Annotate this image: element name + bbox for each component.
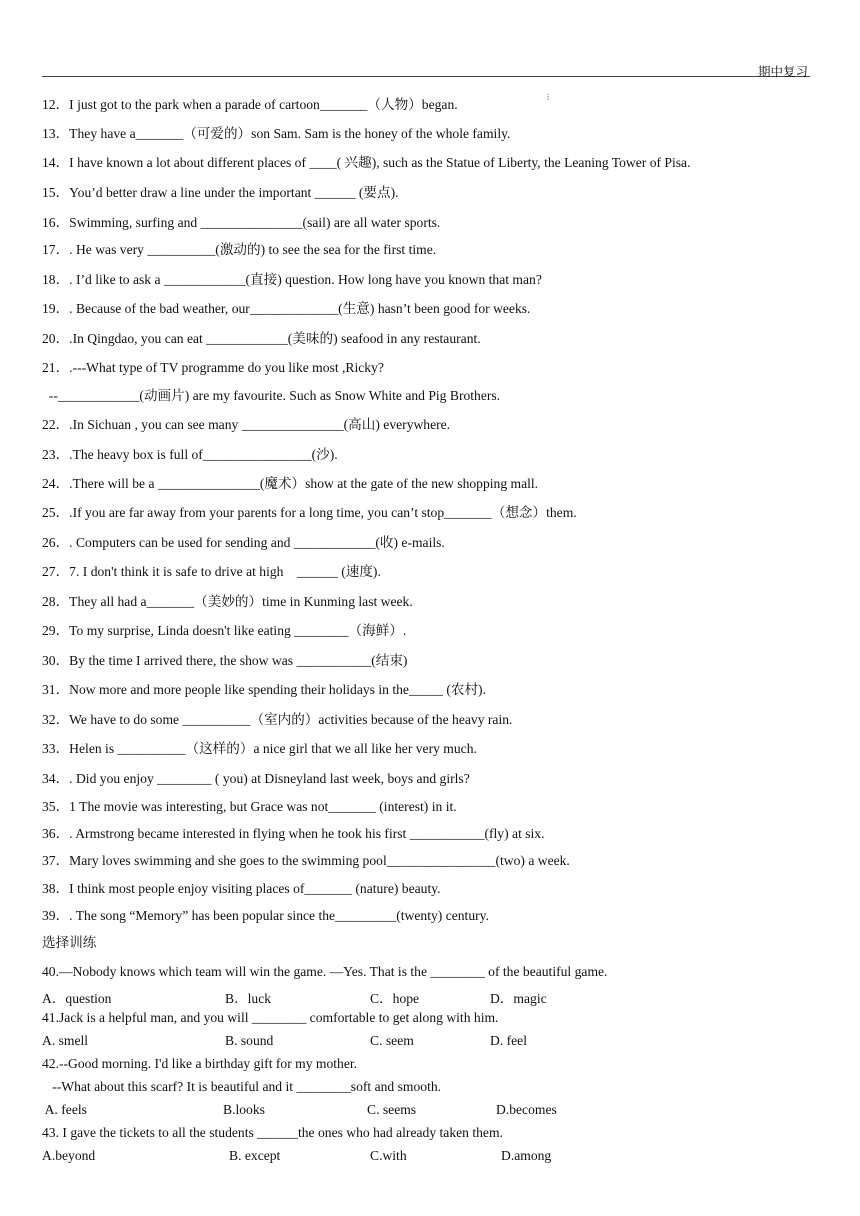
fill-item-16: 16．Swimming, surfing and _______________(sail) are all water sports. bbox=[42, 215, 441, 230]
option-a: A．question bbox=[42, 991, 112, 1006]
option-c: C.with bbox=[370, 1148, 407, 1163]
option-c: C. seem bbox=[370, 1033, 414, 1048]
choice-options-42 bbox=[42, 1102, 762, 1120]
fill-item-17: 17．. He was very __________(激动的) to see the sea for the first time. bbox=[42, 242, 437, 257]
option-c: C. seems bbox=[367, 1102, 417, 1117]
choice-options-40 bbox=[42, 987, 762, 1005]
fill-item-24: 24．.There will be a _______________(魔术）show at the gate of the new shopping mall. bbox=[42, 476, 539, 491]
fill-item-35: 35．1 The movie was interesting, but Grace was not_______ (interest) in it. bbox=[42, 799, 457, 814]
fill-item-29: 29．To my surprise, Linda doesn't like eating ________（海鲜）. bbox=[42, 623, 407, 638]
fill-item-27: 27．7. I don't think it is safe to drive at high ______ (速度). bbox=[42, 564, 381, 579]
option-b: B．luck bbox=[225, 991, 272, 1006]
fill-item-30: 30．By the time I arrived there, the show was ___________(结束) bbox=[42, 653, 408, 668]
header-rule bbox=[42, 76, 810, 77]
choice-question-42: 42.--Good morning. I'd like a birthday gift for my mother. bbox=[42, 1056, 358, 1071]
option-d: D．magic bbox=[490, 991, 547, 1006]
fill-item-28: 28．They all had a_______（美妙的）time in Kunming last week. bbox=[42, 594, 413, 609]
fill-item-31: 31．Now more and more people like spending their holidays in the_____ (农村). bbox=[42, 682, 486, 697]
fill-item-15: 15．You’d better draw a line under the important ______ (要点). bbox=[42, 185, 399, 200]
fill-item-38: 38．I think most people enjoy visiting places of_______ (nature) beauty. bbox=[42, 881, 441, 896]
fill-item-26: 26．. Computers can be used for sending and ____________(收) e-mails. bbox=[42, 535, 445, 550]
choice-options-41 bbox=[42, 1033, 762, 1051]
fill-item-21-question: 21．.---What type of TV programme do you like most ,Ricky? bbox=[42, 360, 384, 375]
option-c: C．hope bbox=[370, 991, 420, 1006]
choice-question-43: 43. I gave the tickets to all the students ______the ones who had already taken them. bbox=[42, 1125, 503, 1140]
fill-item-12: 12．I just got to the park when a parade of cartoon_______（人物）began. bbox=[42, 97, 458, 112]
option-a: A. feels bbox=[42, 1102, 87, 1117]
fill-item-37: 37．Mary loves swimming and she goes to the swimming pool________________(two) a week. bbox=[42, 853, 570, 868]
stray-mark: ⁞ bbox=[547, 93, 550, 102]
fill-item-20: 20．.In Qingdao, you can eat ____________(美味的) seafood in any restaurant. bbox=[42, 331, 481, 346]
page-header-title: 期中复习 bbox=[757, 65, 808, 79]
option-d: D.among bbox=[501, 1148, 552, 1163]
fill-item-39: 39．. The song “Memory” has been popular since the_________(twenty) century. bbox=[42, 908, 489, 923]
fill-item-33: 33．Helen is __________（这样的）a nice girl that we all like her very much. bbox=[42, 741, 477, 756]
choice-question-41: 41.Jack is a helpful man, and you will ________ comfortable to get along with him. bbox=[42, 1010, 499, 1025]
fill-item-32: 32．We have to do some __________（室内的）activities because of the heavy rain. bbox=[42, 712, 513, 727]
fill-item-13: 13．They have a_______（可爱的）son Sam. Sam is the honey of the whole family. bbox=[42, 126, 511, 141]
option-b: B.looks bbox=[223, 1102, 265, 1117]
fill-item-14: 14．I have known a lot about different places of ____( 兴趣), such as the Statue of Liberty, the Leaning Tower of Pisa. bbox=[42, 155, 691, 170]
fill-item-25: 25．.If you are far away from your parents for a long time, you can’t stop_______（想念）them. bbox=[42, 505, 577, 520]
choice-question-40: 40.—Nobody knows which team will win the game. —Yes. That is the ________ of the beautiful game. bbox=[42, 964, 608, 979]
option-d: D.becomes bbox=[496, 1102, 557, 1117]
option-a: A. smell bbox=[42, 1033, 89, 1048]
fill-item-19: 19．. Because of the bad weather, our_____________(生意) hasn’t been good for weeks. bbox=[42, 301, 531, 316]
fill-item-34: 34．. Did you enjoy ________ ( you) at Disneyland last week, boys and girls? bbox=[42, 771, 470, 786]
section-title: 选择训练 bbox=[42, 935, 97, 950]
fill-item-23: 23．.The heavy box is full of________________(沙). bbox=[42, 447, 338, 462]
fill-item-36: 36．. Armstrong became interested in flying when he took his first ___________(fly) at six. bbox=[42, 826, 545, 841]
fill-item-21-answer: --____________(动画片) are my favourite. Such as Snow White and Pig Brothers. bbox=[42, 388, 501, 403]
choice-options-43 bbox=[42, 1148, 762, 1166]
option-a: A.beyond bbox=[42, 1148, 96, 1163]
option-b: B. sound bbox=[225, 1033, 274, 1048]
choice-question-42-reply: --What about this scarf? It is beautiful and it ________soft and smooth. bbox=[42, 1079, 442, 1094]
option-d: D. feel bbox=[490, 1033, 527, 1048]
option-b: B. except bbox=[229, 1148, 281, 1163]
fill-item-22: 22．.In Sichuan , you can see many _______________(高山) everywhere. bbox=[42, 417, 451, 432]
fill-item-18: 18．. I’d like to ask a ____________(直接) question. How long have you known that man? bbox=[42, 272, 542, 287]
